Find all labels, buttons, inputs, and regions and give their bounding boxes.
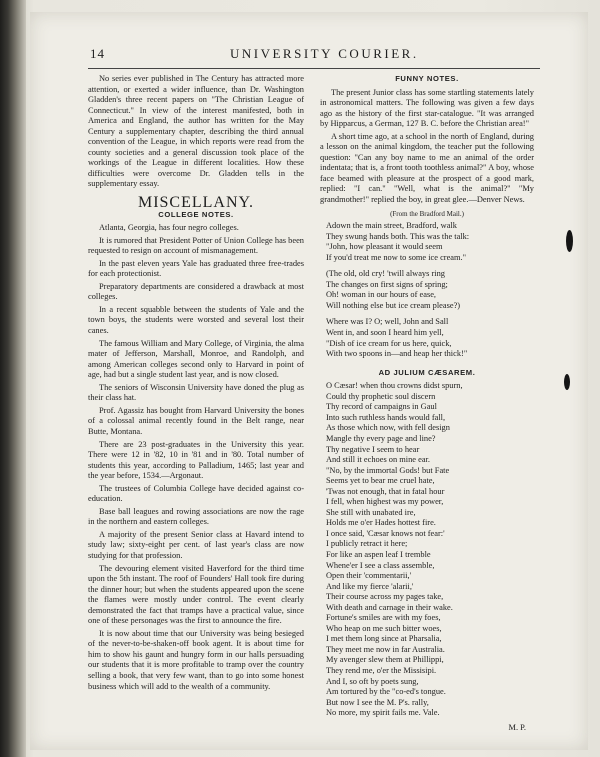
subsection-title: COLLEGE NOTES. bbox=[158, 209, 234, 219]
poem-line: For like an aspen leaf I tremble bbox=[326, 549, 431, 559]
poem-line: Thy negative I seem to hear bbox=[326, 444, 420, 454]
poem-title: AD JULIUM CÆSAREM. bbox=[378, 367, 476, 377]
poem-line: I fell, when highest was my power, bbox=[326, 497, 444, 507]
poem-line: She still with unabated ire, bbox=[326, 507, 416, 517]
poem-line: Will nothing else but ice cream please?) bbox=[326, 300, 461, 310]
college-note: A majority of the present Senior class at Havard intend to study law; sixty-eight per cent. of last year's class are now studying for that profession. bbox=[88, 529, 304, 560]
college-note: The devouring element visited Haverford for the third time upon the 5th instant. The roof of Founders' Hall took fire during the dinner hour; but when the students appeared upon the scene the flames were mostly under control. The event clearly demonstrated the fact that tramps have a practical value, since one of these personages was the first to announce the fire. bbox=[88, 563, 304, 626]
poem-line: Open their 'commentarii,' bbox=[326, 571, 412, 581]
poem-line: "No, by the immortal Gods! but Fate bbox=[326, 465, 450, 475]
poem-line: The changes on first signs of spring; bbox=[326, 279, 448, 289]
running-title: UNIVERSITY COURIER. bbox=[230, 46, 419, 61]
poem-line: Am tortured by the "co-ed's tongue. bbox=[326, 687, 446, 697]
college-note: The seniors of Wisconsin University have doned the plug as their class hat. bbox=[88, 382, 304, 403]
poem-line: 'Twas not enough, that in fatal hour bbox=[326, 486, 445, 496]
poem-source: (From the Bradford Mail.) bbox=[390, 209, 464, 218]
ink-blot bbox=[566, 230, 573, 252]
intro-paragraph: No series ever published in The Century has attracted more attention, or exerted a wider influence, than Dr. Washington Gladden's three recent papers on "The Christian League of Connecticut." In view of the interest manifested, both in America and England, the author has written for the May Century a supplementary chapter, describing the third annual convention of the League, in which reports were read from the county societies and a general discussion took place of the workings of the League in different localities. How these difficulties were overcome Dr. Gladden tells in the supplementary essay. bbox=[88, 74, 304, 189]
college-notes-list bbox=[88, 223, 304, 692]
funny-notes-title: FUNNY NOTES. bbox=[395, 74, 459, 83]
poem-line: "Dish of ice cream for us here, quick, bbox=[326, 338, 452, 348]
section-title: MISCELLANY. bbox=[137, 194, 255, 212]
college-note: Preparatory departments are considered a drawback at most colleges. bbox=[88, 281, 304, 302]
poem-line: (The old, old cry! 'twill always ring bbox=[326, 269, 445, 279]
poem-line: They rend me, o'er the Missisipi. bbox=[326, 665, 437, 675]
poem-line: Who heap on me such bitter woes, bbox=[326, 623, 442, 633]
poem-line: They meet me now in far Australia. bbox=[326, 644, 445, 654]
poem-line: With two spoons in—and heap her thick!" bbox=[326, 349, 468, 359]
caesar-poem bbox=[320, 381, 534, 719]
poem-line: Their course across my pages take, bbox=[326, 592, 444, 602]
college-note: It is now about time that our University was being besieged of the never-to-be-shaken-off book agent. It is about time for him to show his gaunt and hungry form in our halls persuading our students that it is more profitable to tramp over the country selling a book, that very few want, than to go into some honest business which will add to the wealth of a community. bbox=[88, 628, 304, 691]
ink-blot bbox=[564, 374, 570, 390]
college-note: There are 23 post-graduates in the University this year. There were 12 in '82, 10 in '81 and in '80. Total number of students this year, according to Palladium, 1465; last year and the year before, 1534.—Argonaut. bbox=[88, 439, 304, 481]
poem-line: "John, how pleasant it would seem bbox=[326, 242, 443, 252]
poem-line: Went in, and soon I heard him yell, bbox=[326, 328, 444, 338]
funny-note: The present Junior class has some startling statements lately in astronomical matters. The following was given a few days ago as the history of the first star-catalogue. "It was arranged by Hipparcus, a German, 127 B. C. before the Christian area!" bbox=[320, 87, 534, 129]
poem-line: Holds me o'er Hades hottest fire. bbox=[326, 518, 436, 528]
poem-line: They swung hands both. This was the talk: bbox=[326, 231, 470, 241]
poem-line: I once said, 'Cæsar knows not fear:' bbox=[326, 528, 445, 538]
college-note: The famous William and Mary College, of Virginia, the alma mater of Jefferson, Marshall, Monroe, and Randolph, and among American colleges second only to Harvard in point of age, had but a single student last year, and is now closed. bbox=[88, 338, 304, 380]
poem-line: Mangle thy every page and line? bbox=[326, 433, 436, 443]
poem-line: Adown the main street, Bradford, walk bbox=[326, 221, 457, 231]
poem-line: As those which now, with fell design bbox=[326, 423, 450, 433]
poem-stanza bbox=[320, 317, 534, 359]
college-note: In a recent squabble between the students of Yale and the town boys, the students were worsted and several lost their canes. bbox=[88, 304, 304, 336]
funny-notes-list bbox=[320, 88, 534, 206]
college-note: It is rumored that President Potter of Union College has been requested to resign on account of mismanagement. bbox=[88, 235, 304, 256]
poem-line: Could thy prophetic soul discern bbox=[326, 391, 436, 401]
poem-line: Oh! woman in our hours of ease, bbox=[326, 290, 437, 300]
document-page bbox=[30, 12, 588, 750]
poem-line: Thy record of campaigns in Gaul bbox=[326, 402, 437, 412]
poem-line: Fortune's smiles are with my foes, bbox=[326, 613, 441, 623]
poem-line: I publicly retract it here; bbox=[326, 539, 408, 549]
poem-line: Where was I? O; well, John and Sall bbox=[326, 317, 449, 327]
poem-line: And still it echoes on mine ear. bbox=[326, 455, 430, 465]
poem-line: Whene'er I see a class assemble, bbox=[326, 560, 435, 570]
poem-line: Seems yet to bear me cruel hate, bbox=[326, 476, 435, 486]
page-header bbox=[30, 46, 588, 66]
header-rule bbox=[88, 68, 540, 69]
signature: M. P. bbox=[508, 722, 526, 732]
poem-line: If you'd treat me now to some ice cream." bbox=[326, 252, 467, 262]
left-column bbox=[88, 74, 304, 694]
poem-line: My avenger slew them at Phillippi, bbox=[326, 655, 444, 665]
poem-line: But now I see the M. P's. rally, bbox=[326, 697, 429, 707]
college-note: The trustees of Columbia College have decided against co-education. bbox=[88, 483, 304, 504]
right-column bbox=[320, 74, 534, 733]
poem-line: O Cæsar! when thou crowns didst spurn, bbox=[326, 381, 463, 391]
poem-stanza bbox=[320, 269, 534, 311]
college-note: Atlanta, Georgia, has four negro colleges. bbox=[99, 223, 239, 233]
poem-line: Into such ruthless hands would fall, bbox=[326, 412, 446, 422]
poem-line: I met them long since at Pharsalia, bbox=[326, 634, 442, 644]
poem-line: And like my fierce 'alarii,' bbox=[326, 581, 414, 591]
poem-line: And I, so oft by poets sung, bbox=[326, 676, 419, 686]
book-spine-shadow bbox=[0, 0, 26, 757]
college-note: Base ball leagues and rowing associations are now the rage in the northern and eastern colleges. bbox=[88, 506, 304, 527]
poem-line: No more, my spirit fails me. Vale. bbox=[326, 708, 440, 718]
poem-line: With death and carnage in their wake. bbox=[326, 602, 453, 612]
page-number: 14 bbox=[90, 46, 105, 61]
bradford-poem bbox=[320, 221, 534, 360]
college-note: Prof. Agassiz has bought from Harvard University the bones of a colossal animal recently found in the Belt range, near Butte, Montana. bbox=[88, 405, 304, 436]
poem-stanza bbox=[320, 221, 534, 263]
college-note: In the past eleven years Yale has graduated three free-trades for each protectionist. bbox=[88, 258, 304, 279]
funny-note: A short time ago, at a school in the north of England, during a lesson on the animal kingdom, the teacher put the following question: "Can any boy name to me an animal of the order indentata; that is, a front tooth toothless animal?" A boy, whose face beamed with pleasure at the prospect of a good mark, replied: "I can." "Well, what is the animal?" "My grandmother!" replied the boy, in great glee.—Denver News. bbox=[320, 131, 534, 205]
